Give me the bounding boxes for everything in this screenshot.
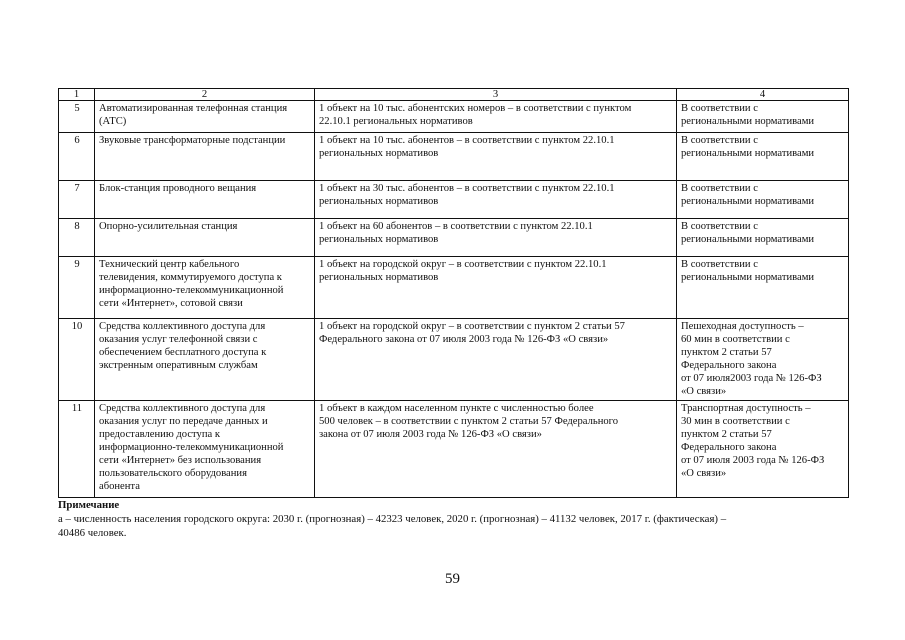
- table-row: [59, 257, 849, 319]
- table-row: [59, 219, 849, 257]
- table-row: [59, 401, 849, 498]
- row-number: 9: [59, 257, 95, 319]
- norm-value: 1 объект на 30 тыс. абонентов – в соответствии с пунктом 22.10.1 региональных нормативов: [315, 181, 677, 219]
- header-col-1: 1: [59, 89, 95, 101]
- row-number: 5: [59, 101, 95, 133]
- accessibility: Пешеходная доступность – 60 мин в соответствии с пунктом 2 статьи 57 Федерального закона от 07 июля2003 года № 126-ФЗ «О связи»: [677, 319, 849, 401]
- header-row: [59, 89, 849, 101]
- row-number: 7: [59, 181, 95, 219]
- row-number: 11: [59, 401, 95, 498]
- norm-value: 1 объект на 10 тыс. абонентов – в соответствии с пунктом 22.10.1 региональных нормативов: [315, 133, 677, 181]
- note-title: Примечание: [58, 499, 120, 511]
- norms-table-container: [58, 88, 848, 498]
- table-header: [59, 89, 849, 101]
- object-name: Блок-станция проводного вещания: [95, 181, 315, 219]
- accessibility: В соответствии с региональными нормативами: [677, 101, 849, 133]
- norm-value: 1 объект на 10 тыс. абонентских номеров – в соответствии с пунктом 22.10.1 региональных нормативов: [315, 101, 677, 133]
- row-number: 6: [59, 133, 95, 181]
- norm-value: 1 объект на городской округ – в соответствии с пунктом 2 статьи 57 Федерального закона от 07 июля 2003 года № 126-ФЗ «О связи»: [315, 319, 677, 401]
- row-number: 8: [59, 219, 95, 257]
- note-text: а – численность населения городского округа: 2030 г. (прогнозная) – 42323 человек, 2020 г. (прогнозная) – 41132 человек, 2017 г. (фактическая) – 40486 человек.: [58, 513, 727, 539]
- object-name: Средства коллективного доступа для оказания услуг телефонной связи с обеспечением бесплатного доступа к экстренным оперативным службам: [95, 319, 315, 401]
- table-row: [59, 319, 849, 401]
- object-name: Средства коллективного доступа для оказания услуг по передаче данных и предоставлению доступа к информационно-телекоммуникационной сети «Интернет» без использования пользовательского оборудования абонента: [95, 401, 315, 498]
- table-body: [59, 101, 849, 498]
- norms-table: [58, 88, 849, 498]
- norm-value: 1 объект на 60 абонентов – в соответствии с пунктом 22.10.1 региональных нормативов: [315, 219, 677, 257]
- norm-value: 1 объект в каждом населенном пункте с численностью более 500 человек – в соответствии с пунктом 2 статьи 57 Федерального закона от 07 июля 2003 года № 126-ФЗ «О связи»: [315, 401, 677, 498]
- row-number: 10: [59, 319, 95, 401]
- object-name: Опорно-усилительная станция: [95, 219, 315, 257]
- accessibility: В соответствии с региональными нормативами: [677, 219, 849, 257]
- norm-value: 1 объект на городской округ – в соответствии с пунктом 22.10.1 региональных нормативов: [315, 257, 677, 319]
- object-name: Технический центр кабельного телевидения, коммутируемого доступа к информационно-телекоммуникационной сети «Интернет», сотовой связи: [95, 257, 315, 319]
- accessibility: В соответствии с региональными нормативами: [677, 181, 849, 219]
- object-name: Автоматизированная телефонная станция (АТС): [95, 101, 315, 133]
- note-block: [58, 498, 848, 540]
- accessibility: В соответствии с региональными нормативами: [677, 257, 849, 319]
- page-number: 59: [445, 571, 460, 587]
- table-row: [59, 133, 849, 181]
- object-name: Звуковые трансформаторные подстанции: [95, 133, 315, 181]
- table-row: [59, 101, 849, 133]
- accessibility: Транспортная доступность – 30 мин в соответствии с пунктом 2 статьи 57 Федерального закона от 07 июля 2003 года № 126-ФЗ «О связи»: [677, 401, 849, 498]
- header-col-3: 3: [315, 89, 677, 101]
- header-col-4: 4: [677, 89, 849, 101]
- table-row: [59, 181, 849, 219]
- header-col-2: 2: [95, 89, 315, 101]
- accessibility: В соответствии с региональными нормативами: [677, 133, 849, 181]
